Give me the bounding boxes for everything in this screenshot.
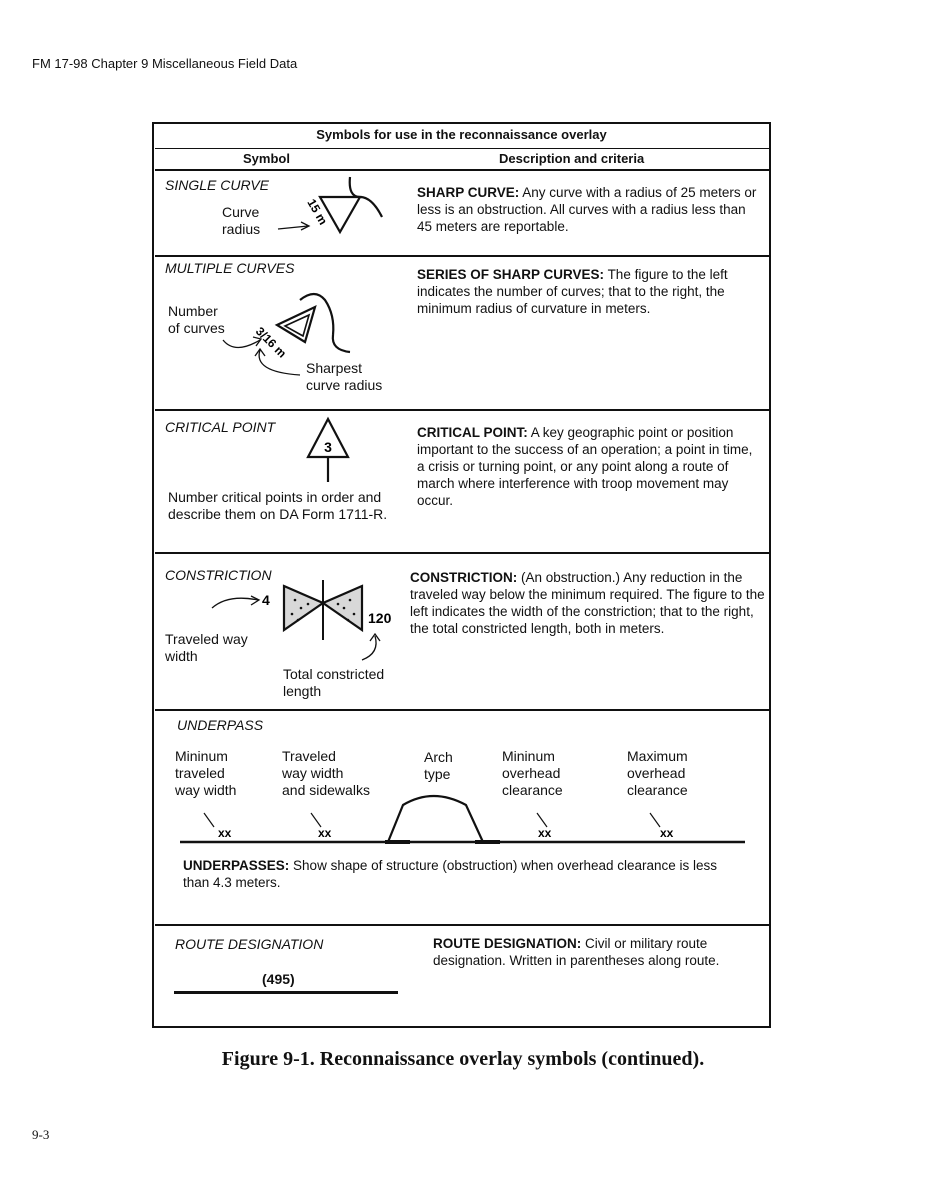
divider xyxy=(155,924,769,926)
placeholder-xx: xx xyxy=(318,826,332,840)
divider xyxy=(155,409,769,411)
label-line: Arch xyxy=(424,749,453,765)
constriction-right-wedge xyxy=(323,586,362,630)
width-arrowhead xyxy=(251,596,259,605)
section-label-critical-point: CRITICAL POINT xyxy=(165,419,276,435)
table-title: Symbols for use in the reconnaissance overlay xyxy=(316,127,607,142)
divider xyxy=(155,255,769,257)
length-value: 120 xyxy=(368,610,392,626)
leader xyxy=(650,813,660,827)
number-of-curves-line1: Number xyxy=(168,303,218,319)
critical-point-title: CRITICAL POINT: xyxy=(417,425,528,440)
number-arrow xyxy=(223,340,260,348)
underpass-symbol xyxy=(170,785,750,850)
divider xyxy=(155,169,769,171)
traveled-way-width-line1: Traveled way xyxy=(165,631,248,647)
curve-label-line1: Curve xyxy=(222,204,260,220)
sharpest-curve-label xyxy=(306,360,382,394)
curve-label xyxy=(222,204,260,238)
underpass-text: Show shape of structure (obstruction) when overhead clearance is less than 4.3 meters. xyxy=(183,858,718,890)
constriction-text: (An obstruction.) Any reduction in the traveled way below the minimum required. The figure to the left indicates the width of the constriction; that to the right, the total constricted length, both in meters. xyxy=(410,570,765,636)
sharpest-curve-line2: curve radius xyxy=(306,377,383,393)
stipple xyxy=(294,599,297,602)
multiple-curves-outer-triangle xyxy=(277,307,315,342)
label-line: overhead xyxy=(502,765,561,781)
underpass-title: UNDERPASSES: xyxy=(183,858,290,873)
label-line: clearance xyxy=(627,782,688,798)
critical-point-number: 3 xyxy=(324,439,332,455)
column-header-description: Description and criteria xyxy=(499,151,645,166)
multiple-curves-radius-text: 3/16 m xyxy=(252,324,290,361)
total-constricted-length-line1: Total constricted xyxy=(283,666,385,682)
constriction-description xyxy=(410,569,765,637)
critical-point-text: A key geographic point or position important to the success of an operation; a point in time, a crisis or turning point, or any point along a route of march where interference with troop movement may occur. xyxy=(417,425,753,508)
stipple xyxy=(347,619,350,622)
route-designation-description xyxy=(433,935,743,969)
sharpest-curve-line1: Sharpest xyxy=(306,360,363,376)
width-value: 4 xyxy=(262,592,270,608)
label-line: way width xyxy=(175,782,237,798)
label-line: Traveled xyxy=(282,748,336,764)
divider xyxy=(155,709,769,711)
stipple xyxy=(343,607,346,610)
section-label-single-curve: SINGLE CURVE xyxy=(165,177,269,193)
stipple xyxy=(349,599,352,602)
route-designation-title: ROUTE DESIGNATION: xyxy=(433,936,582,951)
leader xyxy=(311,813,321,827)
column-header-symbol: Symbol xyxy=(243,151,290,166)
constriction-left-wedge xyxy=(284,586,323,630)
number-of-curves-line2: of curves xyxy=(168,320,225,336)
figure-caption: Figure 9-1. Reconnaissance overlay symbols (continued). xyxy=(221,1048,705,1070)
arch-shape xyxy=(388,796,483,842)
stipple xyxy=(353,613,356,616)
total-constricted-length-label xyxy=(283,666,384,700)
stipple xyxy=(307,603,310,606)
traveled-way-width-line2: width xyxy=(165,648,198,664)
sharp-curve-title: SHARP CURVE: xyxy=(417,185,520,200)
page-number: 9-3 xyxy=(32,1127,50,1142)
constriction-title: CONSTRICTION: xyxy=(410,570,518,585)
label-line: way width xyxy=(282,765,344,781)
route-number: (495) xyxy=(262,971,295,987)
series-sharp-curves-text: The figure to the left indicates the number of curves; that to the right, the minimum radius of curvature in meters. xyxy=(417,267,728,316)
placeholder-xx: xx xyxy=(660,826,674,840)
placeholder-xx: xx xyxy=(218,826,232,840)
stipple xyxy=(337,603,340,606)
series-sharp-curves-title: SERIES OF SHARP CURVES: xyxy=(417,267,605,282)
section-label-multiple-curves: MULTIPLE CURVES xyxy=(165,260,295,276)
sharp-curve-text: Any curve with a radius of 25 meters or less is an obstruction. All curves with a radius less than 45 meters are reportable. xyxy=(417,185,757,234)
label-line: clearance xyxy=(502,782,563,798)
label-line: overhead xyxy=(627,765,686,781)
critical-point-description xyxy=(417,424,762,509)
traveled-way-width-label xyxy=(165,631,248,665)
route-line xyxy=(174,991,398,994)
stipple xyxy=(300,607,303,610)
divider xyxy=(155,148,769,149)
leader xyxy=(204,813,214,827)
length-arrow xyxy=(362,636,376,660)
placeholder-xx: xx xyxy=(538,826,552,840)
section-label-constriction: CONSTRICTION xyxy=(165,567,272,583)
curve-radius-text: 15 m xyxy=(304,196,331,228)
label-line: Maximum xyxy=(627,748,688,764)
total-constricted-length-line2: length xyxy=(283,683,322,699)
running-header: FM 17-98 Chapter 9 Miscellaneous Field Data xyxy=(32,56,298,71)
label-line: traveled xyxy=(175,765,225,781)
series-sharp-curves-description xyxy=(417,266,762,317)
label-line: type xyxy=(424,766,451,782)
label-line: Mininum xyxy=(175,748,228,764)
label-line: Mininum xyxy=(502,748,555,764)
route-designation-text: Civil or military route designation. Written in parentheses along route. xyxy=(433,936,720,968)
underpass-col-arch-type xyxy=(424,749,453,783)
label-line: and sidewalks xyxy=(282,782,370,798)
stipple xyxy=(291,613,294,616)
leader xyxy=(537,813,547,827)
sharp-curve-description xyxy=(417,184,762,235)
width-arrow xyxy=(212,598,258,608)
stipple xyxy=(297,619,300,622)
divider xyxy=(155,552,769,554)
critical-point-label: Number critical points in order and describe them on DA Form 1711-R. xyxy=(168,489,388,522)
underpass-description xyxy=(183,857,743,891)
section-label-underpass: UNDERPASS xyxy=(177,717,264,733)
single-curve-symbol xyxy=(270,172,400,247)
section-label-route-designation: ROUTE DESIGNATION xyxy=(175,936,324,952)
critical-point-symbol xyxy=(306,417,356,487)
curve-label-line2: radius xyxy=(222,221,261,237)
